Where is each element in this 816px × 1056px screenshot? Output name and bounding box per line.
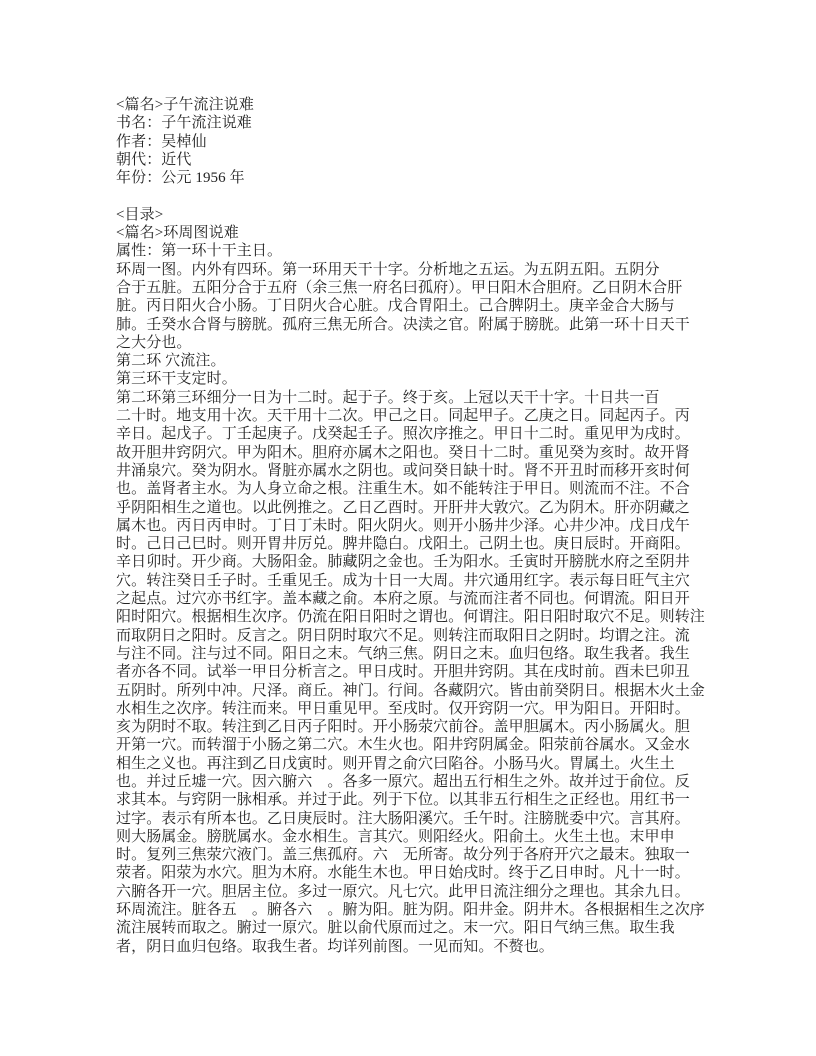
doc-meta-block <box>116 96 716 187</box>
text-line: 肺。壬癸水合肾与膀胱。孤府三焦无所合。决渎之官。附属于膀胱。此第一环十日天干 <box>116 316 690 333</box>
text-line: 与注不同。注与过不同。阳日之末。气纳三焦。阴日之末。血归包络。取生我者。我生 <box>116 645 690 662</box>
text-line: 过字。表示有所本也。乙日庚辰时。注大肠阳溪穴。壬午时。注膀胱委中穴。言其府。 <box>116 810 690 827</box>
text-line: 故开胆井窍阴穴。甲为阳木。胆府亦属木之阳也。癸日十二时。重见癸为亥时。故开肾 <box>116 444 690 461</box>
text-line: 脏。丙日阳火合小肠。丁日阴火合心脏。戊合胃阳土。己合脾阴土。庚辛金合大肠与 <box>116 298 675 315</box>
pian-ming-title-line: <篇名>子午流注说难 <box>116 97 254 113</box>
document-text <box>116 96 716 956</box>
text-line: 第二环第三环细分一日为十二时。起于子。终于亥。上冠以天干十字。十日共一百 <box>116 389 660 406</box>
text-line: <目录> <box>116 206 164 223</box>
text-line: <篇名>环周图说难 <box>116 225 239 242</box>
text-line: 时。己日己巳时。则开胃井厉兑。脾井隐白。戊阳土。己阴土也。庚日辰时。开商阳。 <box>116 536 690 553</box>
doc-body-block <box>116 206 716 956</box>
text-line: 者，阴日血归包络。取我生者。均详列前图。一见而知。不赘也。 <box>116 938 554 955</box>
text-line: 乎阴阳相生之道也。以此例推之。乙日乙酉时。开肝井大敦穴。乙为阴木。肝亦阴藏之 <box>116 499 690 516</box>
blank-line <box>116 187 716 205</box>
text-line: 环周流注。脏各五 。腑各六 。腑为阳。脏为阴。阳井金。阴井木。各根据相生之次序 <box>116 902 705 919</box>
text-line: 流注展转而取之。腑过一原穴。脏以俞代原而过之。末一穴。阳日气纳三焦。取生我 <box>116 920 675 937</box>
text-line: 而取阴日之阳时。反言之。阴日阴时取穴不足。则转注而取阳日之阴时。均谓之注。流 <box>116 627 690 644</box>
text-line: 合于五脏。五阳分合于五府（余三焦一府名曰孤府）。甲日阳木合胆府。乙日阴木合肝 <box>116 279 683 296</box>
text-line: 井涌泉穴。癸为阴水。肾脏亦属水之阴也。或问癸日缺十时。肾不开丑时而移开亥时何 <box>116 462 690 479</box>
text-line: 属木也。丙日丙申时。丁日丁未时。阳火阴火。则开小肠井少泽。心井少冲。戊日戊午 <box>116 517 690 534</box>
dynasty-line: 朝代：近代 <box>116 151 192 168</box>
text-line: 荥者。阳荥为水穴。胆为木府。水能生木也。甲日始戌时。终于乙日申时。凡十一时。 <box>116 865 690 882</box>
book-name-line: 书名：子午流注说难 <box>116 115 252 132</box>
text-line: 也。盖肾者主水。为人身立命之根。注重生木。如不能转注于甲日。则流而不注。不合 <box>116 481 690 498</box>
text-line: 水相生之次序。转注而来。甲日重见甲。至戌时。仅开窍阴一穴。甲为阳日。开阳时。 <box>116 700 690 717</box>
text-line: 属性：第一环十干主日。 <box>116 243 283 260</box>
text-line: 开第一穴。而转溜于小肠之第二穴。木生火也。阳井窍阴属金。阳荥前谷属水。又金水 <box>116 737 690 754</box>
text-line: 阳时阳穴。根据相生次序。仍流在阳日阳时之谓也。何谓注。阳日阳时取穴不足。则转注 <box>116 609 705 626</box>
text-line: 辛日卯时。开少商。大肠阳金。肺藏阴之金也。壬为阳水。壬寅时开膀胱水府之至阴井 <box>116 554 690 571</box>
text-line: 也。并过丘墟一穴。因六腑六 。各多一原穴。超出五行相生之外。故并过于俞位。反 <box>116 773 690 790</box>
text-line: 环周一图。内外有四环。第一环用天干十字。分析地之五运。为五阴五阳。五阴分 <box>116 261 660 278</box>
year-line: 年份：公元 1956 年 <box>116 170 245 187</box>
text-line: 相生之义也。再注到乙日戊寅时。则开胃之俞穴曰陷谷。小肠马火。胃属土。火生土 <box>116 755 675 772</box>
text-line: 穴。转注癸日壬子时。壬重见壬。成为十日一大周。井穴通用红字。表示每日旺气主穴 <box>116 572 690 589</box>
text-line: 第三环干支定时。 <box>116 371 237 388</box>
text-line: 求其本。与窍阴一脉相承。并过于此。列于下位。以其非五行相生之正经也。用红书一 <box>116 792 690 809</box>
text-line: 辛日。起戊子。丁壬起庚子。戊癸起壬子。照次序推之。甲日十二时。重见甲为戌时。 <box>116 426 690 443</box>
text-line: 第二环 穴流注。 <box>116 353 226 370</box>
text-line: 之大分也。 <box>116 334 192 351</box>
text-line: 亥为阴时不取。转注到乙日丙子阳时。开小肠荥穴前谷。盖甲胆属木。丙小肠属火。胆 <box>116 719 690 736</box>
text-line: 则大肠属金。膀胱属水。金水相生。言其穴。则阳经火。阳俞土。火生土也。末甲申 <box>116 828 675 845</box>
text-line: 二十时。地支用十次。天干用十二次。甲己之日。同起甲子。乙庚之日。同起丙子。丙 <box>116 408 690 425</box>
text-line: 时。复列三焦荥穴液门。盖三焦孤府。六 无所寄。故分列于各府开穴之最末。独取一 <box>116 847 690 864</box>
text-line: 之起点。过穴亦书红字。盖本藏之俞。本府之原。与流而注者不同也。何谓流。阳日开 <box>116 591 690 608</box>
text-line: 五阴时。所列中冲。尺泽。商丘。神门。行间。各藏阴穴。皆由前癸阴日。根据木火土金 <box>116 682 705 699</box>
author-line: 作者：吴棹仙 <box>116 133 207 150</box>
text-line: 六腑各开一穴。胆居主位。多过一原穴。凡七穴。此甲日流注细分之理也。其余九日。 <box>116 883 690 900</box>
text-line: 者亦各不同。试举一甲日分析言之。甲日戌时。开胆井窍阴。其在戌时前。酉未巳卯丑 <box>116 664 690 681</box>
